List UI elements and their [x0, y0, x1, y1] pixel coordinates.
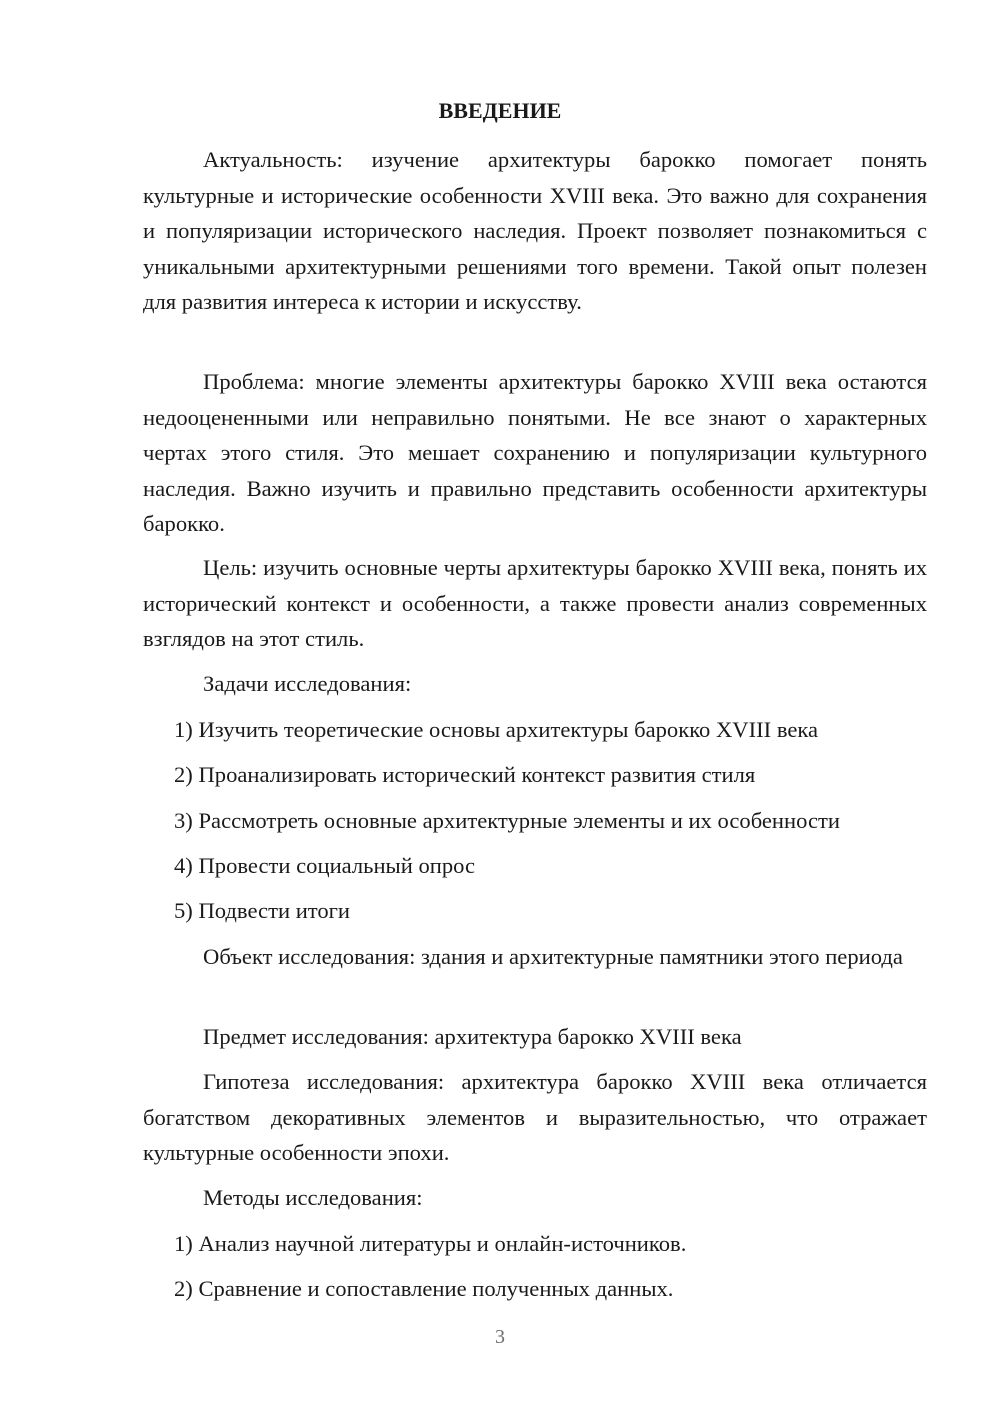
task-item: 2) Проанализировать исторический контекст развития стиля — [174, 762, 756, 787]
method-item: 1) Анализ научной литературы и онлайн-источников. — [174, 1231, 687, 1256]
page-title: ВВЕДЕНИЕ — [438, 98, 562, 123]
task-item: 4) Провести социальный опрос — [174, 853, 476, 878]
relevance-paragraph: Актуальность: изучение архитектуры барокко помогает понять культурные и исторические особенности XVIII века. Это важно для сохранения и популяризации исторического наследия. Проект позволяет познакомиться с уникальными архитектурными решениями того времени. Такой опыт полезен для развития интереса к истории и искусству. — [143, 147, 927, 314]
tasks-heading: Задачи исследования: — [203, 671, 412, 696]
page-number: 3 — [495, 1326, 505, 1348]
task-item: 1) Изучить теоретические основы архитектуры барокко XVIII века — [174, 717, 819, 742]
method-item: 2) Сравнение и сопоставление полученных данных. — [174, 1276, 674, 1301]
object-paragraph: Объект исследования: здания и архитектурные памятники этого периода — [203, 944, 903, 969]
task-item: 3) Рассмотреть основные архитектурные элементы и их особенности — [174, 808, 840, 833]
problem-paragraph: Проблема: многие элементы архитектуры барокко XVIII века остаются недооцененными или неправильно понятыми. Не все знают о характерных чертах этого стиля. Это мешает сохранению и популяризации культурного наследия. Важно изучить и правильно представить особенности архитектуры барокко. — [143, 369, 927, 536]
methods-heading: Методы исследования: — [203, 1185, 423, 1210]
task-item: 5) Подвести итоги — [174, 898, 351, 923]
hypothesis-paragraph: Гипотеза исследования: архитектура барокко XVIII века отличается богатством декоративных элементов и выразительностью, что отражает культурные особенности эпохи. — [143, 1069, 927, 1165]
goal-paragraph: Цель: изучить основные черты архитектуры барокко XVIII века, понять их исторический контекст и особенности, а также провести анализ современных взглядов на этот стиль. — [143, 555, 927, 651]
subject-line: Предмет исследования: архитектура барокко XVIII века — [203, 1024, 742, 1049]
